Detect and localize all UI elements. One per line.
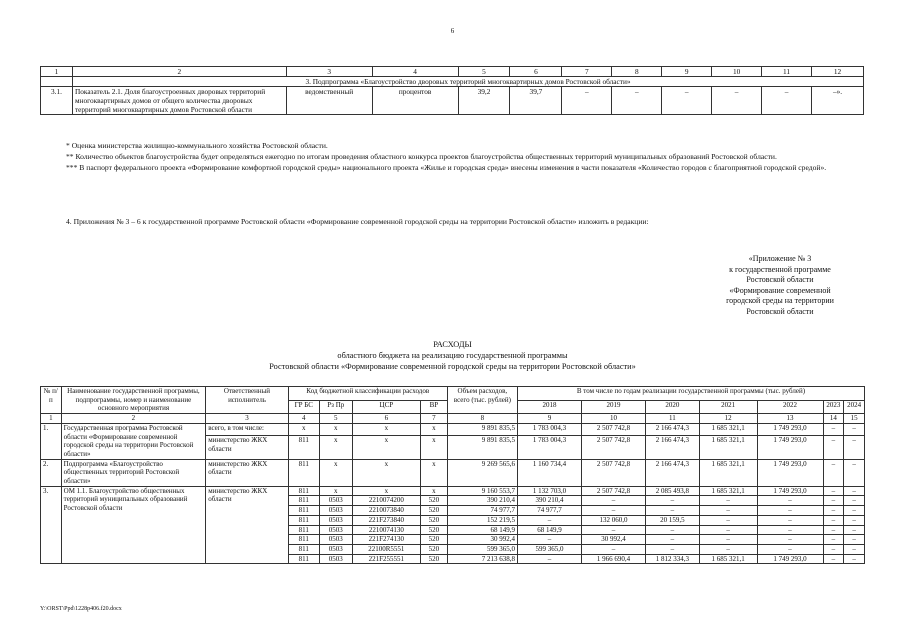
indicator-value: – <box>762 87 812 115</box>
cell-year-value: – <box>581 525 645 535</box>
cell-year-value: – <box>844 506 865 516</box>
cell-year-value: – <box>757 535 823 545</box>
cell-grbs: 811 <box>288 554 319 564</box>
cell-total: 74 977,7 <box>447 506 517 516</box>
cell-year-value: – <box>699 506 757 516</box>
cell-year-value: – <box>757 496 823 506</box>
indicator-name: Показатель 2.1. Доля благоустроенных дворовых территорий многоквартирных домов от общего количества дворовых территорий многоквартирных домов Ростовской области <box>72 87 286 115</box>
column-number: 13 <box>757 414 823 424</box>
cell-year-value: 2 166 474,3 <box>646 423 700 435</box>
column-number: 3 <box>286 67 372 77</box>
cell-year-value: – <box>646 506 700 516</box>
cell-year-value: – <box>581 506 645 516</box>
column-number: 10 <box>712 67 762 77</box>
row-executor: министерство ЖКХ области <box>206 459 289 486</box>
cell-year-value: 1 749 293,0 <box>757 423 823 435</box>
table-row <box>41 459 865 486</box>
cell-year-value: – <box>823 486 844 496</box>
indicator-value: – <box>612 87 662 115</box>
cell-vr: x <box>420 423 447 435</box>
column-number: 3 <box>206 414 289 424</box>
column-number: 10 <box>581 414 645 424</box>
cell-year-value: 2 085 493,8 <box>646 486 700 496</box>
column-number: 5 <box>458 67 510 77</box>
indicator-value: 39,7 <box>510 87 562 115</box>
cell-csr: x <box>352 486 420 496</box>
cell-total: 9 269 565,6 <box>447 459 517 486</box>
cell-year-value: – <box>823 515 844 525</box>
cell-year-value: 2 166 474,3 <box>646 436 700 459</box>
cell-rzpr: x <box>319 436 352 459</box>
cell-vr: 520 <box>420 506 447 516</box>
indicator-value: – <box>562 87 612 115</box>
header-rzpr: Рз Пр <box>319 400 352 414</box>
row-number: 1. <box>41 423 62 459</box>
header-budget-code: Код бюджетной классификации расходов <box>288 387 447 401</box>
column-number: 11 <box>646 414 700 424</box>
cell-total: 7 213 638,8 <box>447 554 517 564</box>
cell-year-value: 1 685 321,1 <box>699 436 757 459</box>
cell-year-value: – <box>844 459 865 486</box>
document-title: РАСХОДЫ <box>433 340 472 349</box>
cell-year-value: 1 685 321,1 <box>699 486 757 496</box>
column-numbers-row <box>41 67 864 77</box>
header-executor: Ответственный исполнитель <box>206 387 289 414</box>
cell-year-value: 1 685 321,1 <box>699 554 757 564</box>
item-4-text: 4. Приложения № 3 – 6 к государственной программе Ростовской области «Формирование современной городской среды на территории Ростовской области» изложить в редакции: <box>66 217 649 226</box>
cell-csr: x <box>352 423 420 435</box>
cell-vr: 520 <box>420 544 447 554</box>
cell-year-value: 1 783 004,3 <box>517 423 581 435</box>
cell-year-value: 68 149,9 <box>517 525 581 535</box>
note-2: ** Количество объектов благоустройства будет определяться ежегодно по итогам проведения областного конкурса проектов благоустройства общественных территорий муниципальных образований Ростовской области. <box>66 152 777 161</box>
column-number: 1 <box>41 414 62 424</box>
cell-year-value: – <box>823 544 844 554</box>
subprogram-title: 3. Подпрограмма «Благоустройство дворовых территорий многоквартирных домов Ростовской области» <box>72 77 863 87</box>
column-number: 7 <box>420 414 447 424</box>
column-number: 7 <box>562 67 612 77</box>
appendix-line: «Приложение № 3 <box>748 254 812 263</box>
header-name: Наименование государственной программы, подпрограммы, номер и наименование основного мероприятия <box>61 387 206 414</box>
indicator-value: –». <box>812 87 864 115</box>
expenses-table <box>40 386 865 564</box>
cell-total: 599 365,0 <box>447 544 517 554</box>
cell-year-value: – <box>823 423 844 435</box>
cell-year-value: 1 685 321,1 <box>699 459 757 486</box>
header-year: 2023 <box>823 400 844 414</box>
cell-total: 9 891 835,5 <box>447 423 517 435</box>
column-number: 15 <box>844 414 865 424</box>
cell-csr: 2210074200 <box>352 496 420 506</box>
column-number: 2 <box>61 414 206 424</box>
cell-grbs: 811 <box>288 436 319 459</box>
file-path-footer: Y:\ORST\Ppd\1228p406.f20.docx <box>40 606 122 612</box>
cell-year-value: 1 749 293,0 <box>757 436 823 459</box>
cell-total: 390 210,4 <box>447 496 517 506</box>
column-number: 14 <box>823 414 844 424</box>
column-number: 9 <box>517 414 581 424</box>
column-number: 8 <box>447 414 517 424</box>
cell-total: 30 992,4 <box>447 535 517 545</box>
indicator-value: – <box>662 87 712 115</box>
cell-vr: x <box>420 436 447 459</box>
cell-csr: 221F274130 <box>352 535 420 545</box>
cell-year-value: – <box>699 535 757 545</box>
cell-year-value: – <box>823 554 844 564</box>
cell-year-value: – <box>844 486 865 496</box>
cell-csr: 22100R5551 <box>352 544 420 554</box>
row-executor: министерство ЖКХ области <box>206 436 289 459</box>
column-number: 4 <box>288 414 319 424</box>
cell-csr: 2210074130 <box>352 525 420 535</box>
header-vr: ВР <box>420 400 447 414</box>
row-number: 3.1. <box>41 87 73 115</box>
cell-grbs: 811 <box>288 496 319 506</box>
cell-year-value: – <box>844 496 865 506</box>
cell-grbs: 811 <box>288 486 319 496</box>
cell-csr: x <box>352 436 420 459</box>
cell-year-value: – <box>699 496 757 506</box>
cell-rzpr: x <box>319 459 352 486</box>
cell-year-value: 2 507 742,8 <box>581 436 645 459</box>
cell-year-value: – <box>757 506 823 516</box>
cell-year-value: – <box>823 525 844 535</box>
appendix-line: «Формирование современной <box>729 285 831 295</box>
cell-csr: 221F273840 <box>352 515 420 525</box>
column-number: 6 <box>352 414 420 424</box>
cell-year-value: 2 166 474,3 <box>646 459 700 486</box>
cell-year-value: – <box>699 515 757 525</box>
cell-vr: 520 <box>420 515 447 525</box>
cell-year-value: 132 060,0 <box>581 515 645 525</box>
cell-year-value: – <box>699 544 757 554</box>
cell-year-value: – <box>646 496 700 506</box>
cell-rzpr: x <box>319 486 352 496</box>
column-number: 12 <box>699 414 757 424</box>
cell-year-value: – <box>646 535 700 545</box>
cell-year-value: – <box>757 544 823 554</box>
column-number: 12 <box>812 67 864 77</box>
cell-grbs: 811 <box>288 544 319 554</box>
cell-total: 9 891 835,5 <box>447 436 517 459</box>
row-name: Подпрограмма «Благоустройство общественных территорий Ростовской области» <box>61 459 206 486</box>
cell-year-value: – <box>823 496 844 506</box>
cell-year-value: 1 749 293,0 <box>757 554 823 564</box>
cell-year-value: 1 160 734,4 <box>517 459 581 486</box>
cell-year-value: – <box>699 525 757 535</box>
cell-vr: 520 <box>420 525 447 535</box>
column-number: 5 <box>319 414 352 424</box>
column-number: 6 <box>510 67 562 77</box>
appendix-line: к государственной программе <box>729 264 831 274</box>
cell-year-value: 1 685 321,1 <box>699 423 757 435</box>
page-number: 6 <box>450 27 455 35</box>
appendix-line: городской среды на территории <box>726 296 834 305</box>
cell-rzpr: 0503 <box>319 535 352 545</box>
header-year: 2019 <box>581 400 645 414</box>
appendix-line: Ростовской области <box>746 306 814 316</box>
header-csr: ЦСР <box>352 400 420 414</box>
cell-year-value: 599 365,0 <box>517 544 581 554</box>
cell-total: 68 149,9 <box>447 525 517 535</box>
row-number: 3. <box>41 486 62 564</box>
row-executor: всего, в том числе: <box>206 423 289 435</box>
row-number: 2. <box>41 459 62 486</box>
cell-year-value: 1 783 004,3 <box>517 436 581 459</box>
document-subtitle: областного бюджета на реализацию государственной программы <box>337 351 568 360</box>
indicator-value: 39,2 <box>458 87 510 115</box>
cell-year-value: – <box>517 515 581 525</box>
cell-year-value: 74 977,7 <box>517 506 581 516</box>
cell-year-value: 1 966 690,4 <box>581 554 645 564</box>
header-year: 2021 <box>699 400 757 414</box>
column-number: 11 <box>762 67 812 77</box>
indicator-value: – <box>712 87 762 115</box>
cell-year-value: – <box>757 515 823 525</box>
column-number: 8 <box>612 67 662 77</box>
cell-year-value: 20 159,5 <box>646 515 700 525</box>
cell-year-value: 2 507 742,8 <box>581 486 645 496</box>
row-name: ОМ 1.1. Благоустройство общественных территорий муниципальных образований Ростовской области <box>61 486 206 564</box>
note-3: *** В паспорт федерального проекта «Формирование комфортной городской среды» национального проекта «Жилье и городская среда» внесены изменения в части показателя «Количество городов с благоприятной городской средой». <box>66 163 827 172</box>
indicator-row <box>41 87 864 115</box>
cell-rzpr: 0503 <box>319 515 352 525</box>
cell-csr: 221F255551 <box>352 554 420 564</box>
cell-year-value: – <box>757 525 823 535</box>
note-1: * Оценка министерства жилищно-коммунального хозяйства Ростовской области. <box>66 141 328 150</box>
cell-year-value: – <box>823 535 844 545</box>
header-year: 2024 <box>844 400 865 414</box>
cell-csr: 2210073840 <box>352 506 420 516</box>
cell-year-value: – <box>823 506 844 516</box>
indicator-type: ведомственный <box>286 87 372 115</box>
cell-vr: 520 <box>420 554 447 564</box>
cell-vr: x <box>420 486 447 496</box>
cell-grbs: x <box>288 423 319 435</box>
cell-year-value: 390 210,4 <box>517 496 581 506</box>
column-number: 1 <box>41 67 73 77</box>
cell-year-value: – <box>581 496 645 506</box>
cell-grbs: 811 <box>288 459 319 486</box>
cell-year-value: 2 507 742,8 <box>581 459 645 486</box>
cell-year-value: – <box>844 544 865 554</box>
cell-year-value: – <box>844 554 865 564</box>
cell-csr: x <box>352 459 420 486</box>
cell-rzpr: x <box>319 423 352 435</box>
notes-block <box>40 140 864 173</box>
cell-rzpr: 0503 <box>319 506 352 516</box>
cell-grbs: 811 <box>288 535 319 545</box>
column-number: 2 <box>72 67 286 77</box>
cell-year-value: – <box>844 436 865 459</box>
indicator-unit: процентов <box>372 87 458 115</box>
header-by-years: В том числе по годам реализации государственной программы (тыс. рублей) <box>517 387 864 401</box>
cell-vr: x <box>420 459 447 486</box>
cell-rzpr: 0503 <box>319 554 352 564</box>
indicators-table <box>40 66 864 115</box>
appendix-heading <box>700 254 860 317</box>
cell-year-value: – <box>646 525 700 535</box>
cell-year-value: – <box>581 544 645 554</box>
header-year: 2018 <box>517 400 581 414</box>
cell-rzpr: 0503 <box>319 496 352 506</box>
header-year: 2022 <box>757 400 823 414</box>
header-grbs: ГР БС <box>288 400 319 414</box>
cell-year-value: – <box>646 544 700 554</box>
document-subtitle-2: Ростовской области «Формирование современной городской среды на территории Ростовской области» <box>269 362 636 371</box>
cell-grbs: 811 <box>288 515 319 525</box>
cell-grbs: 811 <box>288 525 319 535</box>
row-executor: министерство ЖКХ области <box>206 486 289 564</box>
appendix-line: Ростовской области <box>746 275 814 284</box>
cell-year-value: 1 812 334,3 <box>646 554 700 564</box>
cell-vr: 520 <box>420 535 447 545</box>
cell-year-value: 1 132 703,0 <box>517 486 581 496</box>
cell-year-value: 1 749 293,0 <box>757 486 823 496</box>
cell-year-value: – <box>823 459 844 486</box>
header-volume: Объем расходов, всего (тыс. рублей) <box>447 387 517 414</box>
column-numbers-row <box>41 414 865 424</box>
cell-total: 152 219,5 <box>447 515 517 525</box>
cell-year-value: 30 992,4 <box>581 535 645 545</box>
cell-vr: 520 <box>420 496 447 506</box>
cell-rzpr: 0503 <box>319 525 352 535</box>
cell-year-value: 2 507 742,8 <box>581 423 645 435</box>
column-number: 9 <box>662 67 712 77</box>
cell-year-value: – <box>844 423 865 435</box>
cell-year-value: – <box>517 554 581 564</box>
header-num: № п/п <box>41 387 62 414</box>
cell-grbs: 811 <box>288 506 319 516</box>
cell-year-value: – <box>844 525 865 535</box>
column-number: 4 <box>372 67 458 77</box>
cell-year-value: – <box>844 515 865 525</box>
table-row <box>41 486 865 496</box>
paragraph-4 <box>40 216 864 227</box>
cell-total: 9 160 553,7 <box>447 486 517 496</box>
cell-year-value: – <box>844 535 865 545</box>
cell-year-value: 1 749 293,0 <box>757 459 823 486</box>
row-name: Государственная программа Ростовской области «Формирование современной городской среды на территории Ростовской области» <box>61 423 206 459</box>
subprogram-row <box>41 77 864 87</box>
cell-year-value: – <box>517 535 581 545</box>
table-row <box>41 423 865 435</box>
header-year: 2020 <box>646 400 700 414</box>
cell-rzpr: 0503 <box>319 544 352 554</box>
cell-year-value: – <box>823 436 844 459</box>
